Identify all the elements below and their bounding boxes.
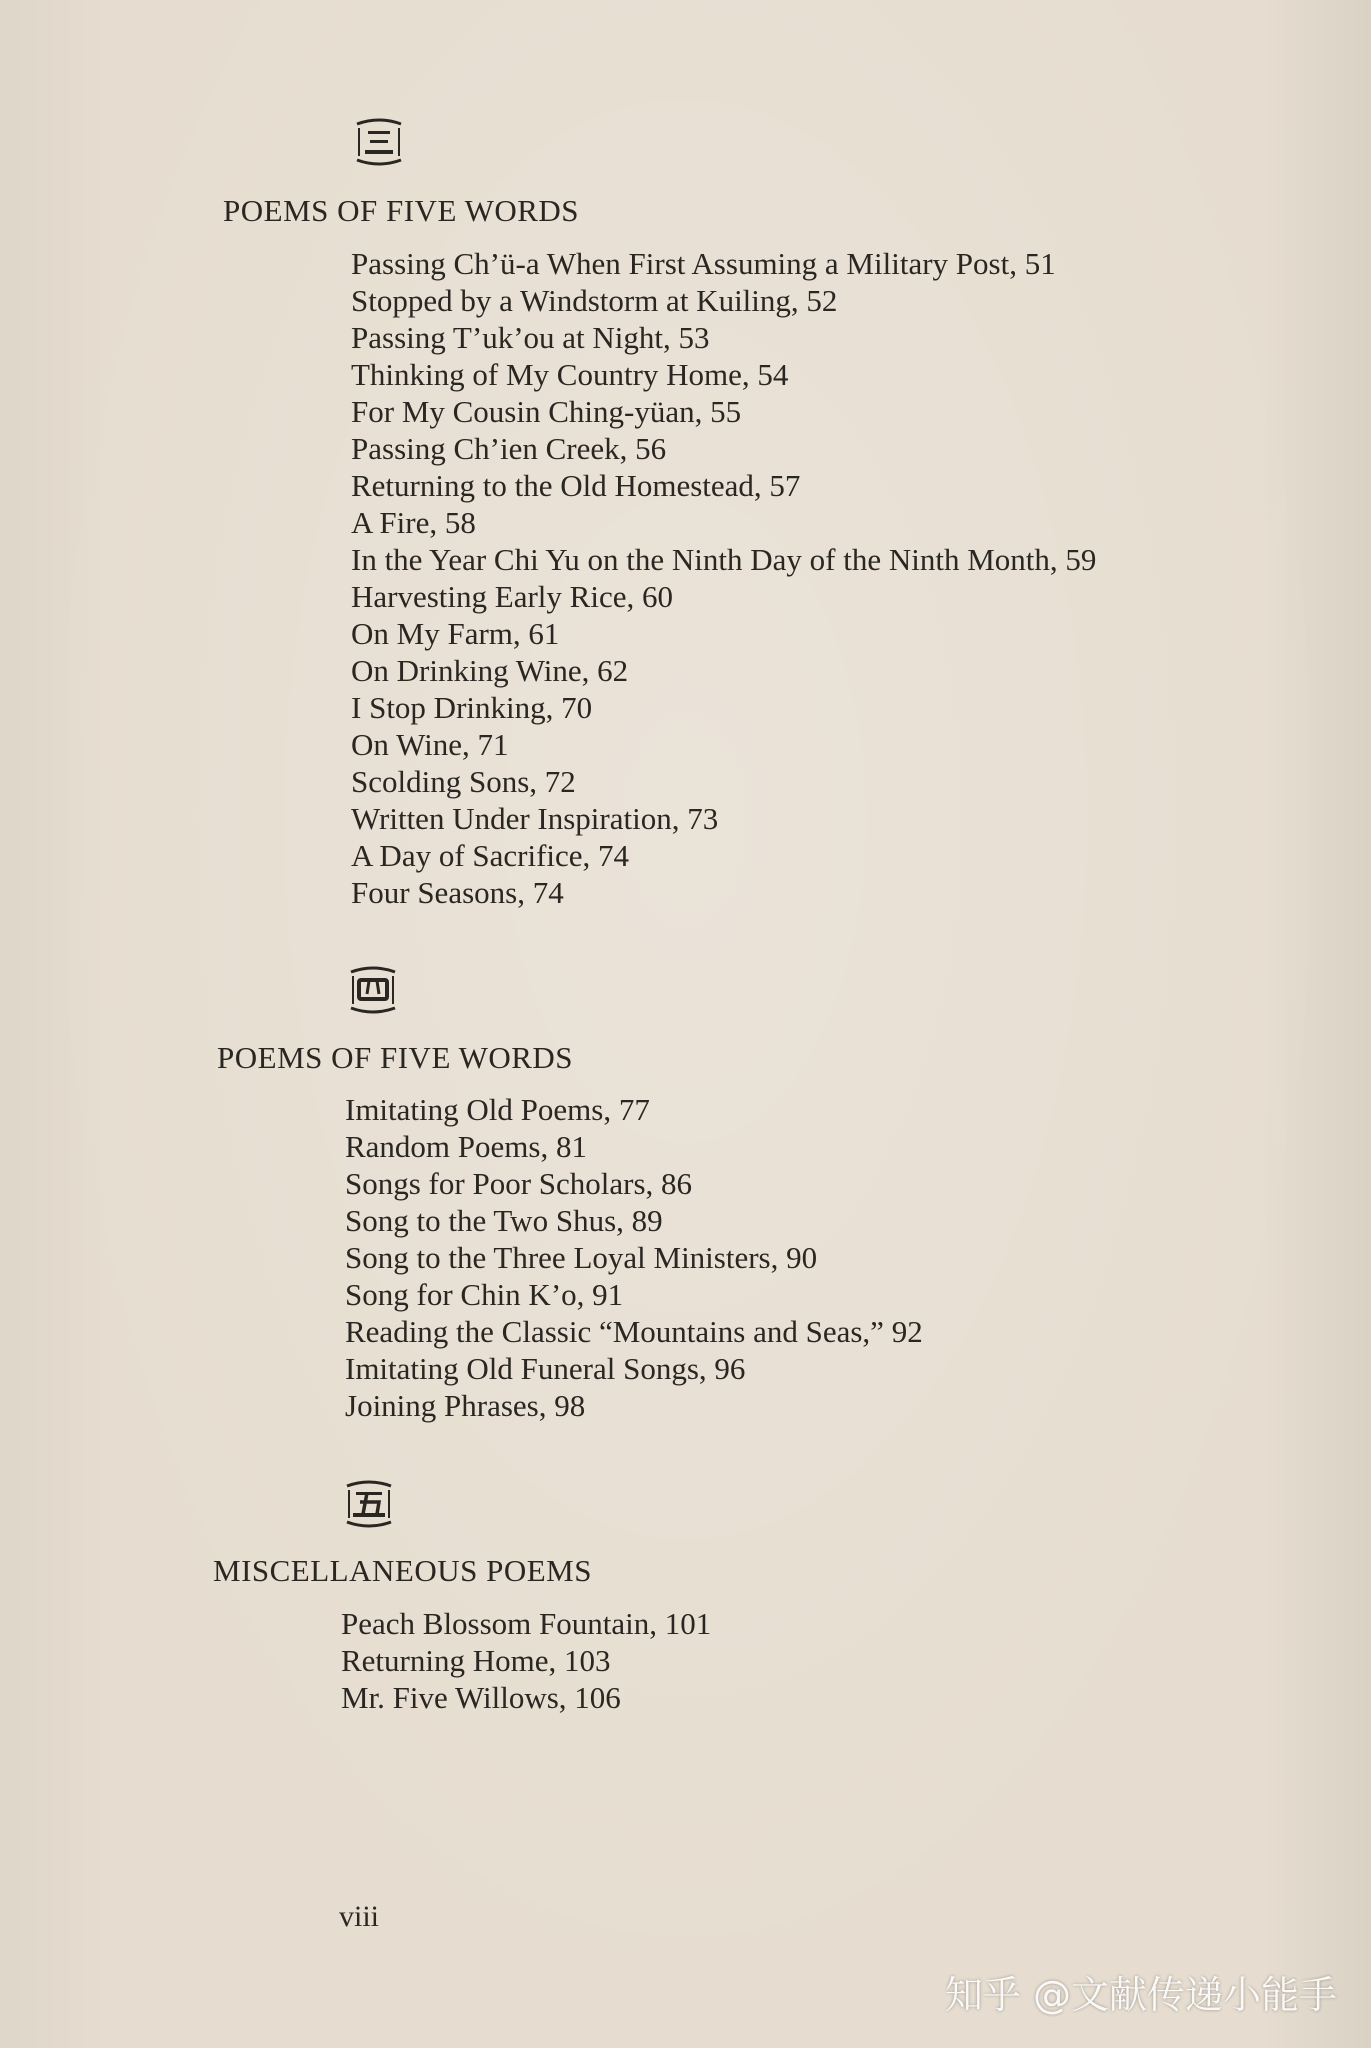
toc-entry: For My Cousin Ching-yüan, 55 [351,394,742,429]
toc-entry: Passing Ch’ien Creek, 56 [351,431,667,466]
toc-entry: Peach Blossom Fountain, 101 [341,1606,712,1641]
toc-list [345,1091,923,1424]
toc-entry: Thinking of My Country Home, 54 [351,357,789,392]
toc-entry: Reading the Classic “Mountains and Seas,” 92 [345,1314,923,1349]
toc-entry: On Drinking Wine, 62 [351,653,629,688]
toc-entry: Returning to the Old Homestead, 57 [351,468,801,503]
toc-entry: Passing Ch’ü-a When First Assuming a Military Post, 51 [351,246,1056,281]
toc-entry: In the Year Chi Yu on the Ninth Day of the Ninth Month, 59 [351,542,1097,577]
watermark-text: 知乎 @文献传递小能手 [944,1973,1337,2017]
toc-entry: A Fire, 58 [351,505,476,540]
toc-entry: Song for Chin K’o, 91 [345,1277,624,1312]
toc-entry: On Wine, 71 [351,727,509,762]
toc-list [351,245,1096,911]
toc-entry: On My Farm, 61 [351,616,560,651]
toc-entry: Written Under Inspiration, 73 [351,801,719,836]
toc-entry: Four Seasons, 74 [351,875,564,910]
toc-entry: Passing T’uk’ou at Night, 53 [351,320,710,355]
toc-entry: A Day of Sacrifice, 74 [351,838,630,873]
toc-entry: Returning Home, 103 [341,1643,611,1678]
toc-entry: Joining Phrases, 98 [345,1388,586,1423]
seal-four-icon [345,964,401,1016]
toc-entry: Mr. Five Willows, 106 [341,1680,621,1715]
seal-three-icon [351,116,407,168]
toc-entry: Harvesting Early Rice, 60 [351,579,673,614]
toc-entry: Stopped by a Windstorm at Kuiling, 52 [351,283,838,318]
toc-entry: Random Poems, 81 [345,1129,587,1164]
seal-five-icon [341,1478,397,1530]
section-heading: MISCELLANEOUS POEMS [213,1553,592,1588]
section-heading: POEMS OF FIVE WORDS [223,193,580,228]
toc-list [341,1605,711,1716]
toc-entry: Song to the Three Loyal Ministers, 90 [345,1240,818,1275]
toc-entry: Songs for Poor Scholars, 86 [345,1166,693,1201]
section-heading: POEMS OF FIVE WORDS [217,1040,574,1075]
page-number: viii [339,1900,380,1933]
toc-entry: Scolding Sons, 72 [351,764,576,799]
toc-entry: Imitating Old Funeral Songs, 96 [345,1351,746,1386]
toc-entry: I Stop Drinking, 70 [351,690,593,725]
toc-entry: Song to the Two Shus, 89 [345,1203,663,1238]
toc-entry: Imitating Old Poems, 77 [345,1092,650,1127]
